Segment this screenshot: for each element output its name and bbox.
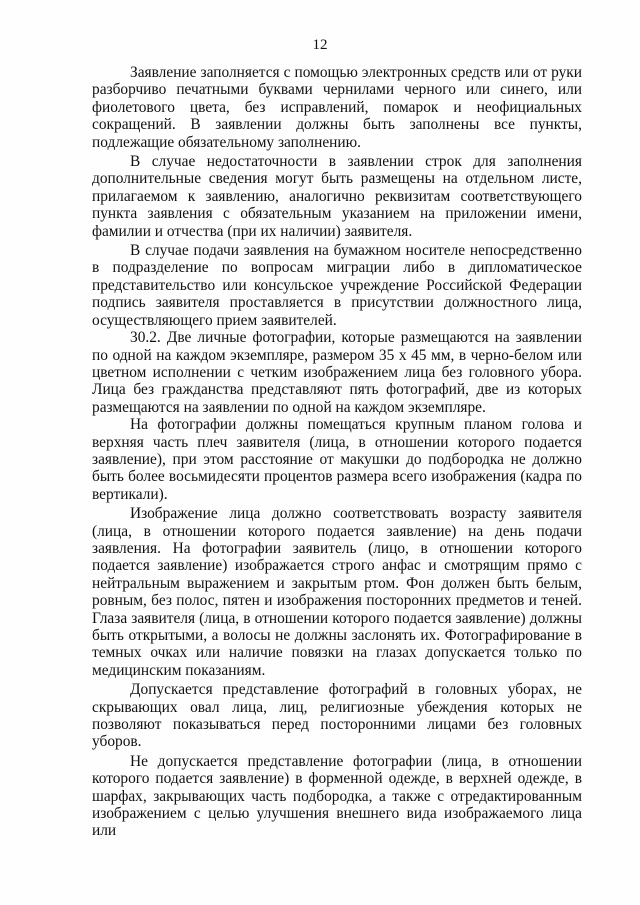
paragraph-photo-face: Изображение лица должно соответствовать возрасту заявителя (лица, в отношении которого подается заявление) на день подачи заявления. На фотографии заявитель (лицо, в отношении которого подается заявление) изображается строго анфас и смотрящим прямо с нейтральным выражением и закрытым ртом. Фон должен быть белым, ровным, без полос, пятен и изображения посторонних предметов и теней. Глаза заявителя (лица, в отношении которого подается заявление) должны быть открытыми, а волосы не должны заслонять их. Фотографирование в темных очках или наличие повязки на глазах допускается только по медицинским показаниям. xyxy=(92,505,582,679)
paragraph-headwear: Допускается представление фотографий в головных уборах, не скрывающих овал лица, лиц, религиозные убеждения которых не позволяют показываться перед посторонними лицами без головных уборов. xyxy=(92,681,582,751)
page-number: 12 xyxy=(312,37,328,53)
paragraph-additional-sheet: В случае недостаточности в заявлении строк для заполнения дополнительные сведения могут быть размещены на отдельном листе, прилагаемом к заявлению, аналогично реквизитам соответствующего пункта заявления с обязательным указанием на приложении имени, фамилии и отчества (при их наличии) заявителя. xyxy=(92,153,582,240)
paragraph-photos-requirement: 30.2. Две личные фотографии, которые размещаются на заявлении по одной на каждом экземпляре, размером 35 х 45 мм, в черно-белом или цветном исполнении с четким изображением лица без головного убора. Лица без гражданства представляют пять фотографий, две из которых размещаются на заявлении по одной на каждом экземпляре. xyxy=(92,329,582,416)
paragraph-photo-framing: На фотографии должны помещаться крупным планом голова и верхняя часть плеч заявителя (лица, в отношении которого подается заявление), при этом расстояние от макушки до подбородка не должно быть более восьмидесяти процентов размера всего изображения (кадра по вертикали). xyxy=(92,416,582,503)
document-body xyxy=(92,64,582,840)
paragraph-signature: В случае подачи заявления на бумажном носителе непосредственно в подразделение по вопросам миграции либо в дипломатическое представительство или консульское учреждение Российской Федерации подпись заявителя проставляется в присутствии должностного лица, осуществляющего прием заявителей. xyxy=(92,242,582,329)
paragraph-uniform: Не допускается представление фотографии (лица, в отношении которого подается заявление) в форменной одежде, в верхней одежде, в шарфах, закрывающих часть подбородка, а также с отредактированным изображением с целью улучшения внешнего вида изображаемого лица или xyxy=(92,752,582,840)
paragraph-filling-rules: Заявление заполняется с помощью электронных средств или от руки разборчиво печатными буквами чернилами черного или синего, или фиолетового цвета, без исправлений, помарок и неофициальных сокращений. В заявлении должны быть заполнены все пункты, подлежащие обязательному заполнению. xyxy=(92,64,582,151)
